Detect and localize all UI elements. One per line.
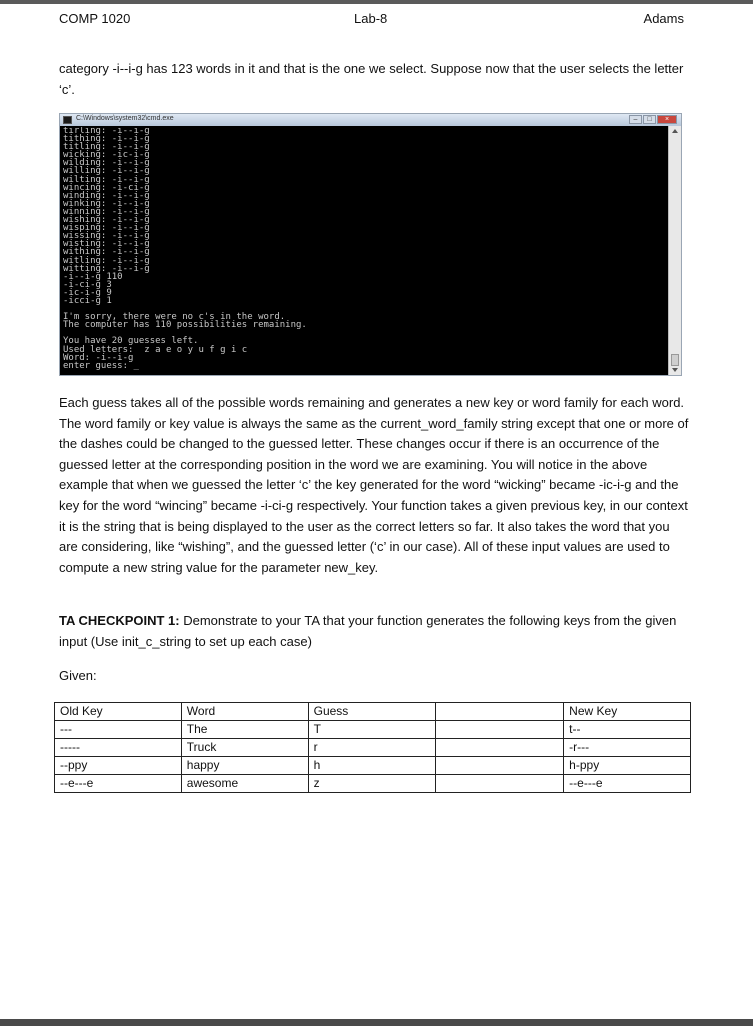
console-output	[63, 127, 665, 375]
cell-guess: h	[308, 757, 436, 775]
checkpoint-text: Demonstrate to your TA that your function generates the following keys from the given input (Use init_c_string to set up each case)	[59, 613, 677, 649]
course-code: COMP 1020	[59, 11, 131, 26]
cell-word: awesome	[181, 775, 308, 793]
maximize-icon[interactable]: □	[643, 115, 656, 124]
console-title: C:\Windows\system32\cmd.exe	[76, 115, 174, 122]
page-header	[59, 11, 684, 29]
table-row	[55, 775, 691, 793]
header-guess: Guess	[308, 703, 436, 721]
cell-blank	[436, 739, 564, 757]
table-header-row	[55, 703, 691, 721]
lab-number: Lab-8	[354, 11, 388, 26]
cell-blank	[436, 775, 564, 793]
checkpoint-label: TA CHECKPOINT 1:	[59, 613, 180, 628]
cell-new-key: -r---	[564, 739, 691, 757]
cell-old-key: ---	[55, 721, 182, 739]
scroll-up-icon[interactable]	[672, 129, 678, 133]
header-new-key: New Key	[564, 703, 691, 721]
top-border	[0, 0, 753, 4]
cell-old-key: -----	[55, 739, 182, 757]
header-old-key: Old Key	[55, 703, 182, 721]
author-name: Adams	[643, 11, 684, 26]
close-icon[interactable]: ×	[657, 115, 677, 124]
cell-old-key: --ppy	[55, 757, 182, 775]
window-controls	[629, 115, 677, 125]
header-word: Word	[181, 703, 308, 721]
cell-guess: T	[308, 721, 436, 739]
cell-blank	[436, 721, 564, 739]
table-row	[55, 757, 691, 775]
console-window	[59, 113, 682, 376]
cell-word: The	[181, 721, 308, 739]
given-label: Given:	[59, 668, 97, 683]
console-titlebar	[60, 114, 681, 126]
console-scrollbar[interactable]	[668, 126, 681, 375]
scroll-thumb[interactable]	[671, 354, 679, 366]
keys-table	[54, 702, 691, 793]
cell-guess: z	[308, 775, 436, 793]
cell-new-key: h-ppy	[564, 757, 691, 775]
cell-new-key: t--	[564, 721, 691, 739]
cell-old-key: --e---e	[55, 775, 182, 793]
cell-word: happy	[181, 757, 308, 775]
header-blank	[436, 703, 564, 721]
table-row	[55, 739, 691, 757]
cell-guess: r	[308, 739, 436, 757]
cell-blank	[436, 757, 564, 775]
cell-new-key: --e---e	[564, 775, 691, 793]
cell-word: Truck	[181, 739, 308, 757]
minimize-icon[interactable]: –	[629, 115, 642, 124]
table-row	[55, 721, 691, 739]
cmd-icon	[63, 116, 72, 124]
console-text: tirling: -i--i-g tithing: -i--i-g titling: -i--i-g wicking: -ic-i-g wilding: -i--i-g willing: -i--i-g wilting: -i--i-g wincing: -i-ci-g winding: -i--i-g winking: -i--i-g winning: -i--i-g wishing: -i--i-g wisping: -i--i-g wissing: -i--i-g wisting: -i--i-g withing: -i--i-g witling: -i--i-g witting: -i--i-g -i--i-g 110 -i-ci-g 3 -ic-i-g 9 -icci-g 1 I'm sorry, there were no c's in the word. The computer has 110 possibilities remaining. You have 20 guesses left. Used letters: z a e o y u f g i c Word: -i--i-g enter guess: _	[63, 127, 307, 371]
checkpoint-paragraph	[59, 611, 689, 652]
bottom-border	[0, 1019, 753, 1026]
explanation-paragraph: Each guess takes all of the possible words remaining and generates a new key or word family for each word. The word family or key value is always the same as the current_word_family string except that one or more of the dashes could be changed to the guessed letter. These changes occur if there is an occurrence of the guessed letter at the corresponding position in the word we are examining. You will notice in the above example that when we guessed the letter ‘c’ the key generated for the word “wicking” became -ic-i-g and the key for the word “wincing” became -i-ci-g respectively. Your function takes a given previous key, in our context it is the string that is being displayed to the user as the correct letters so far. It also takes the word that you are considering, like “wishing”, and the guessed letter (‘c’ in our case). All of these input values are used to compute a new string value for the parameter new_key.	[59, 395, 689, 575]
scroll-down-icon[interactable]	[672, 368, 678, 372]
intro-paragraph: category -i--i-g has 123 words in it and that is the one we select. Suppose now that the user selects the letter ‘c’.	[59, 61, 684, 97]
